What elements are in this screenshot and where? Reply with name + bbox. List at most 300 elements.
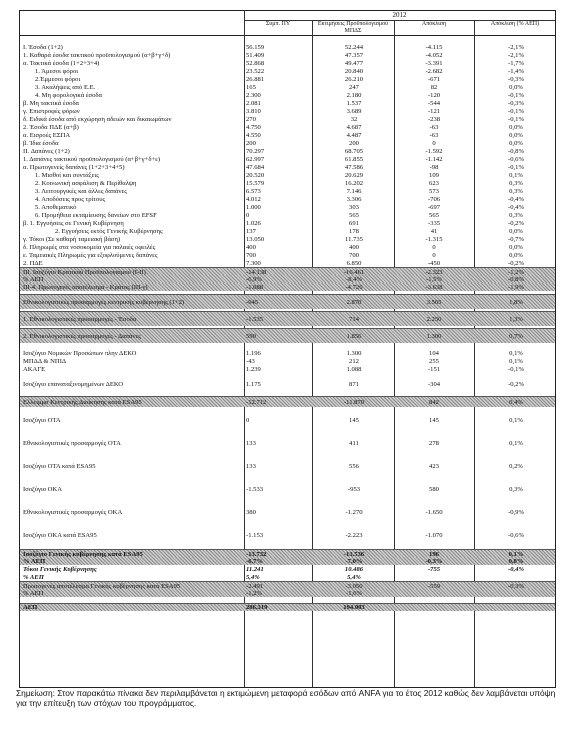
col-deviation: -706 [427,195,441,203]
col-deviation-pct: -0,2% [508,219,524,227]
col-estimate: 47.357 [344,51,364,59]
col-estimate: -2.223 [345,531,363,539]
header-label [20,20,244,35]
col-budget: 4.750 [246,123,261,131]
row-label: δ. Πληρωμές στα νοσοκομεία για παλαιές οφειλές [23,243,156,251]
col-deviation-pct: -0,9% [508,508,524,516]
col-deviation-pct: -0,1% [508,365,524,373]
col-estimate: 2.180 [346,91,362,99]
col-deviation [399,342,469,349]
col-budget: 6.573 [246,187,261,195]
row-label: 3. Λειτουργικές και άλλες δαπάνες [35,187,127,195]
col-estimate: 49.477 [344,59,364,67]
budget-table [19,10,556,688]
col-deviation-pct: -0,7% [508,235,524,243]
col-budget: 137 [246,227,256,235]
col-estimate: -16.461 [343,268,365,276]
col-budget: 23.522 [246,67,265,75]
col-budget: 1.175 [246,380,261,388]
col-deviation-pct [480,35,552,43]
col-deviation: 196 [429,550,439,558]
table-spacer-row [20,35,555,43]
table-row [20,311,555,326]
col-estimate: 556 [349,462,359,470]
col-budget: -12.712 [246,398,267,406]
col-budget: -945 [246,298,259,306]
col-estimate: 714 [349,315,359,323]
col-estimate: 1.088 [346,365,362,373]
col-estimate: -13.536 [343,550,365,558]
col-deviation: 145 [429,416,439,424]
col-deviation-pct: -0,4% [508,565,524,573]
col-budget: 133 [246,462,256,470]
col-budget: -1,2% [246,589,262,597]
row-label: III-4. Πρωτογενές αποτέλεσμα - Κράτος (III-γ) [23,283,148,291]
row-label [23,342,243,349]
row-label: α. Πρωτογενείς δαπάνες (1+2+3+4+5) [23,163,125,171]
row-label: 2. Έσοδα ΠΔΕ (α+β) [23,123,79,131]
col-budget: 52.868 [246,59,265,67]
col-deviation: 0 [432,139,436,147]
col-estimate: 700 [349,251,359,259]
row-label: Ισοζύγιο ΟΚΑ [23,485,62,493]
col-deviation: 255 [429,357,439,365]
col-budget: -14.138 [246,268,267,276]
col-deviation [399,35,469,43]
table-row [20,565,555,573]
col-estimate: 10.486 [344,565,364,573]
table-row [20,139,555,147]
row-label: 1. Μισθοί και συντάξεις [35,171,99,179]
col-deviation-pct: -0,2% [508,259,524,267]
table-row [20,457,555,475]
col-deviation: -1,5% [426,275,442,283]
col-deviation-pct: 0,0% [509,131,523,139]
col-deviation-pct: 0,3% [509,179,523,187]
row-label: 4. Αποδόσεις προς τρίτους [35,195,106,203]
col-deviation-pct: -0,4% [508,203,524,211]
col-deviation: -1.650 [425,508,443,516]
col-budget: -43 [246,357,255,365]
col-budget: -2.491 [246,582,264,590]
header-deviation: Απόκλιση [421,21,447,27]
col-deviation-pct: 0,1% [509,439,523,447]
col-estimate: -953 [347,485,361,493]
col-deviation-pct: -1,4% [508,67,524,75]
row-label: 5. Αποθεματικό [35,203,77,211]
col-deviation-pct: 0,0% [509,139,523,147]
col-estimate: 11.735 [345,235,363,243]
table-row [20,357,555,365]
col-deviation: -4.052 [425,51,443,59]
col-estimate: 3.689 [346,107,362,115]
col-deviation: -3.391 [425,59,443,67]
col-deviation [399,573,469,581]
table-row [20,171,555,179]
col-estimate: 32 [350,115,358,123]
col-budget: 4.550 [246,131,261,139]
col-deviation-pct: -0,3% [508,75,524,83]
col-deviation-pct: 0,0% [509,243,523,251]
col-budget: 26.881 [246,75,265,83]
col-deviation: -98 [429,163,439,171]
col-budget: 165 [246,83,256,91]
table-row [20,434,555,452]
col-deviation-pct: 1,8% [509,298,523,306]
col-estimate: 200 [349,139,359,147]
col-deviation: -450 [427,259,441,267]
col-deviation-pct: 0,1% [509,171,523,179]
col-deviation: -4.115 [425,43,443,51]
col-deviation: -335 [427,219,441,227]
col-budget: 2.081 [246,99,261,107]
row-label: Ελλειμμα Κεντρικής Διοίκησης κατά ESA95 [23,398,142,406]
col-budget: -1.153 [246,531,264,539]
row-label: Εθνικολογιστικές προσαρμογές ΟΚΑ [23,508,123,516]
col-deviation: 623 [429,179,439,187]
row-label: δ. Ειδικά έσοδα από εκχώρηση αδειών και δικαιωμάτων [23,115,172,123]
table-row [20,99,555,107]
col-deviation: -304 [427,380,441,388]
col-estimate: 1.300 [346,349,362,357]
table-row [20,91,555,99]
col-estimate: -3.050 [345,582,363,590]
col-budget: 0 [246,416,250,424]
table-row [20,573,555,581]
row-label: 2. Εθνικολογιστικές προσαρμογές - Δαπάνες [23,332,141,340]
col-budget: 700 [246,251,256,259]
col-deviation-pct: 0,7% [509,332,523,340]
col-estimate: 52.244 [344,43,364,51]
col-estimate: 1.856 [346,332,362,340]
row-label: 2. Κοινωνική ασφάλιση & Περίθαλψη [35,179,137,187]
col-budget: 2.300 [246,91,261,99]
col-deviation-pct: -1,9% [508,283,524,291]
row-label: β. Ίδια έσοδα [23,139,59,147]
col-estimate: 178 [349,227,359,235]
col-deviation: -755 [427,565,441,573]
col-budget: 20.520 [246,171,265,179]
col-estimate: 7.146 [346,187,362,195]
table-body [20,35,555,687]
footnote: Σημείωση: Στον παρακάτω πίνακα δεν περιλαμβάνεται η εκτιμώμενη μεταφορά εσόδων από ANFA για το έτος 2012 καθώς δεν λαμβάνεται υπόψη για την επίτευξη των στόχων του προγράμματος. [16,688,556,708]
row-label: Τόκοι Γενικής Κυβέρνησης [23,565,97,573]
table-row [20,328,555,343]
row-label: 1. Καθαρά έσοδα τακτικού προϋπολογισμού (α+β+γ+δ) [23,51,171,59]
col-deviation-pct: 0,0% [508,557,524,565]
table-row [20,187,555,195]
row-label: 2. ΠΔΕ [23,259,43,267]
table-row [20,283,555,291]
col-deviation: -151 [427,365,441,373]
table-row [20,219,555,227]
table-row [20,379,555,389]
row-label: ΜΠΔΔ & ΝΠΙΔ [23,357,67,365]
col-deviation-pct: -0,3% [508,99,524,107]
col-deviation: 573 [429,187,439,195]
col-deviation: 842 [429,398,439,406]
col-deviation: 423 [429,462,439,470]
col-budget: -6,9% [246,275,262,283]
table-row [20,480,555,498]
col-deviation: -697 [427,203,441,211]
row-label: ΑΚΑΓΕ [23,365,46,373]
col-estimate: 1.537 [346,99,362,107]
col-estimate: 20.840 [344,67,364,75]
col-deviation: -63 [429,123,439,131]
col-budget: 4.012 [246,195,261,203]
col-deviation: -2.682 [425,67,443,75]
table-row [20,251,555,259]
table-row [20,243,555,251]
col-estimate: 68.705 [344,147,364,155]
col-estimate [330,35,378,43]
header-year: 2012 [244,11,555,21]
col-estimate: 565 [349,211,359,219]
table-row [20,557,555,565]
col-deviation-pct: -1,7% [508,59,524,67]
col-estimate: 145 [349,416,359,424]
header-budget: Συμπ. ΠΥ [265,21,291,27]
col-deviation-pct: -0,3% [508,582,524,590]
col-deviation: 109 [429,171,439,179]
col-estimate: 2.870 [346,298,362,306]
row-label: α. Εισροές ΕΣΠΑ [23,131,71,139]
col-budget [246,35,298,43]
row-label: β. Μη τακτικά έσοδα [23,99,80,107]
table-row [20,51,555,59]
col-deviation-pct: 0,1% [509,357,523,365]
col-deviation-pct: 0,3% [509,485,523,493]
col-budget: 590 [246,332,256,340]
col-estimate: 61.855 [344,155,364,163]
row-label: II. Δαπάνες (1+2) [23,147,70,155]
table-row [20,503,555,521]
col-deviation: -671 [427,75,441,83]
col-deviation-pct: -0,6% [508,155,524,163]
col-deviation [399,589,469,597]
col-deviation-pct: -2,1% [508,43,524,51]
col-deviation-pct: -0,6% [508,531,524,539]
row-label: % ΑΕΠ [23,589,44,597]
col-estimate: -4.726 [345,283,363,291]
col-deviation: 41 [430,227,438,235]
col-deviation-pct: -0,1% [508,163,524,171]
col-estimate: 16.202 [344,179,364,187]
col-budget: 0 [246,211,250,219]
row-label: 6. Προμήθεια εκταμίευσης δανείων στο EFSF [35,211,157,219]
row-label [23,389,243,396]
row-label: % ΑΕΠ [23,275,44,283]
row-label: % ΑΕΠ [23,573,44,581]
col-budget: -1.088 [246,283,264,291]
col-deviation: 278 [429,439,439,447]
col-deviation: 0 [432,243,436,251]
table-row [20,526,555,544]
col-deviation: 580 [429,485,439,493]
col-estimate: 212 [349,357,359,365]
row-label: β. 1. Εγγυήσεις σε Γενική Κυβέρνηση [23,219,124,227]
col-deviation [399,604,469,611]
col-deviation-pct [480,604,552,611]
col-deviation-pct: -0,1% [508,91,524,99]
col-estimate: -8,4% [346,275,362,283]
col-estimate: 303 [349,203,359,211]
col-deviation: -121 [427,107,441,115]
table-row [20,603,555,611]
col-deviation: -1.315 [425,235,443,243]
row-label: % ΑΕΠ [23,557,46,565]
row-label: Ισοζύγιο Γενικής κυβέρνησης κατά ESA95 [23,550,143,558]
col-budget: 51.409 [246,51,265,59]
col-deviation: 104 [429,349,439,357]
col-deviation-pct: 0,2% [509,462,523,470]
table-row [20,589,555,597]
table-row [20,107,555,115]
row-label: 4. Μη φορολογικά έσοδα [35,91,102,99]
col-budget: 133 [246,439,256,447]
row-label: α. Τακτικά έσοδα (1+2+3+4) [23,59,100,67]
row-label: 1. Εθνικολογιστικές προσαρμογές - Έσοδα [23,315,137,323]
col-deviation-pct: -0,2% [508,380,524,388]
col-deviation-pct: 1,3% [509,315,523,323]
table-row [20,75,555,83]
col-budget: 3.810 [246,107,261,115]
col-estimate: 691 [349,219,359,227]
col-estimate: 4.487 [346,131,362,139]
col-budget: -1.535 [246,315,264,323]
table-row [20,147,555,155]
col-budget: 1.239 [246,365,261,373]
col-deviation: -559 [427,582,441,590]
table-row [20,67,555,75]
col-deviation: -1.142 [425,155,443,163]
col-estimate: 6.850 [346,259,362,267]
col-budget: 270 [246,115,256,123]
header-estimate: Εκτιμήσεις Προϋπολογισμού ΜΠΔΣ [317,21,389,34]
col-deviation-pct: -0,8% [508,147,524,155]
col-deviation-pct: 0,4% [509,398,523,406]
table-row [20,294,555,309]
col-estimate: -11.870 [343,398,365,406]
col-deviation-pct: -0,1% [508,107,524,115]
col-budget: 56.159 [246,43,265,51]
table-row [20,349,555,357]
row-label [23,35,243,43]
row-label: 2. Εγγυήσεις εκτός Γενικής Κυβέρνησης [55,227,163,235]
col-estimate: 47.586 [344,163,364,171]
col-deviation: -238 [427,115,441,123]
col-estimate: 20.629 [344,171,364,179]
col-budget: 1.196 [246,349,261,357]
col-deviation-pct: -0,8% [508,275,524,283]
col-deviation-pct: -0,4% [508,195,524,203]
col-estimate: 4.687 [346,123,362,131]
row-label: ΑΕΠ [23,604,38,611]
col-estimate: 400 [349,243,359,251]
col-deviation-pct: -0,1% [508,115,524,123]
col-deviation: -120 [427,91,441,99]
row-label: Ισοζύγιο ΟΤΑ [23,416,61,424]
table-row [20,179,555,187]
table-row [20,365,555,373]
table-spacer-row [20,389,555,396]
col-budget: 47.684 [246,163,265,171]
row-label: Ισοζύγιο Νομικών Προσώπων πλην ΔΕΚΟ [23,349,137,357]
row-label: 3. Ακαλήψεις από Ε.Ε. [35,83,96,91]
col-deviation: 565 [429,211,439,219]
col-budget: 11.241 [246,565,264,573]
table-row [20,83,555,91]
table-row [20,115,555,123]
table-row [20,123,555,131]
col-deviation-pct: 0,3% [509,187,523,195]
col-estimate: 5,4% [347,573,361,581]
col-deviation-pct [480,573,552,581]
row-label: I. Έσοδα (1+2) [23,43,63,51]
col-deviation [399,389,469,396]
row-label: 2.Έμμεσοι φόροι [35,75,81,83]
col-budget: 5,4% [246,573,260,581]
col-deviation-pct: 0,0% [509,227,523,235]
col-budget: 62.997 [246,155,265,163]
col-estimate: -1,6% [346,589,362,597]
header-deviation-pct: Απόκλιση (% ΑΕΠ) [490,21,540,27]
table-row [20,227,555,235]
col-deviation-pct: 0,0% [509,251,523,259]
table-row [20,411,555,429]
row-label: γ. Επιστροφές φόρων [23,107,80,115]
col-deviation: -1.592 [425,147,443,155]
col-estimate: 871 [349,380,359,388]
col-deviation: 3.565 [426,298,442,306]
row-label: ε. Ταμειακές Πληρωμές για εξοφλούμενες δαπάνες [23,251,158,259]
table-row [20,59,555,67]
col-budget: -6,7% [246,557,264,565]
col-estimate: 411 [349,439,359,447]
row-label: 1. Δαπάνες τακτικού προϋπολογισμού (α+β+γ+δ+ε) [23,155,161,163]
col-budget [246,389,298,396]
col-deviation-pct: 0,1% [509,416,523,424]
col-deviation-pct: 0,1% [508,550,524,558]
row-label: 1. Άμεσοι φόροι [35,67,79,75]
col-budget: 1.026 [246,219,261,227]
col-budget: 7.300 [246,259,261,267]
table-row [20,163,555,171]
table-row [20,211,555,219]
col-estimate: 3.306 [346,195,362,203]
table-row [20,259,555,267]
col-estimate: -7,0% [345,557,363,565]
col-deviation: 82 [430,83,438,91]
col-estimate [330,342,378,349]
col-estimate [330,389,378,396]
col-deviation-pct: 0,1% [509,349,523,357]
row-label: III. Ισοζύγιο Κρατικού Προϋπολογισμού (I-II) [23,268,146,276]
table-row [20,235,555,243]
col-deviation: -544 [427,99,441,107]
row-label: γ. Τόκοι (Σε καθαρή ταμειακή βάση) [23,235,121,243]
col-budget: 206.319 [246,604,268,611]
col-budget [246,342,298,349]
col-deviation: -2.323 [425,268,443,276]
col-deviation-pct [480,589,552,597]
col-deviation-pct: 0,0% [509,123,523,131]
row-label: Πρωτογενές αποτέλεσμα Γενικής κυβέρνησης κατά ESA95 [23,582,181,590]
row-label: Ισοζύγιο ΟΤΑ κατά ESA95 [23,462,96,470]
col-deviation: -0,3% [425,557,443,565]
col-deviation-pct: -1,2% [508,268,524,276]
